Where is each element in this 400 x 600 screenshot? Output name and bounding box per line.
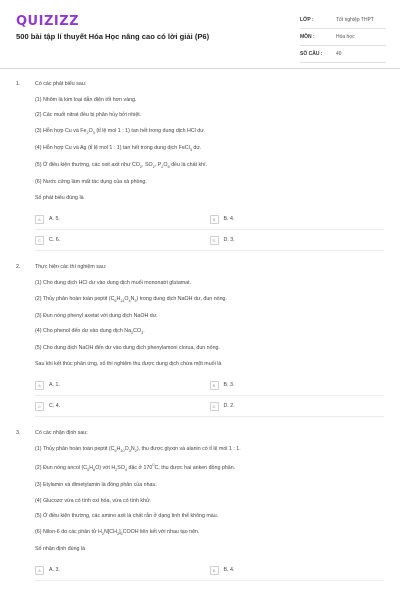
question-row (16, 81, 384, 201)
question-statement: (4) Cho phenol đến dư vào dung dịch $Na_2CO_3$. (35, 328, 145, 336)
answer-options (35, 560, 384, 581)
meta-value: Hóa học (336, 34, 355, 40)
meta-label: LỚP : (300, 17, 314, 23)
question-statement: Sau khi kết thúc phản ứng, số thí nghiệm thu được dung dịch chứa một muối là (35, 361, 222, 368)
question-spacer (16, 251, 384, 260)
meta-table (300, 12, 386, 63)
option-checkbox[interactable]: A (35, 381, 44, 390)
meta-value: 40 (336, 51, 342, 57)
question-1 (16, 81, 384, 251)
answer-option-d[interactable] (210, 402, 385, 411)
option-text: C. 4. (49, 403, 61, 410)
answer-option-a[interactable] (35, 381, 210, 390)
answer-option-b[interactable] (210, 381, 385, 390)
question-statement: Có các phát biểu sau: (35, 81, 87, 87)
option-text: A. 3. (49, 567, 60, 574)
option-text: D. 3. (223, 237, 235, 244)
worksheet-title: 500 bài tập lí thuyết Hóa Học nâng cao có lời giải (P6) (16, 32, 210, 41)
question-list (0, 69, 400, 581)
question-statement: (4) Glucozơ vừa có tính oxi hóa, vừa có tính khử. (35, 497, 151, 504)
option-checkbox[interactable]: B (210, 381, 219, 390)
question-statement: (5) Ở điều kiện thường, các amino axit là chất rắn ở dạng tinh thể không màu. (35, 513, 219, 520)
option-text: C. 6. (49, 237, 61, 244)
answer-options (35, 375, 384, 417)
answer-option-c[interactable] (35, 402, 210, 411)
question-statement: (1) Cho dung dịch HCl dư vào dung dịch muối mononatri glutamat. (35, 279, 192, 286)
question-statement: Số nhận định đúng là (35, 546, 86, 553)
option-text: A. 1. (49, 382, 60, 389)
option-text: D. 2. (223, 403, 235, 410)
option-row (35, 396, 384, 417)
question-statement: (6) Nilon-6 do các phân tử $H_2N[CH_2]_5COOH$ liên kết với nhau tạo nên. (35, 529, 200, 537)
question-3 (16, 430, 384, 581)
option-checkbox[interactable]: B (210, 215, 219, 224)
question-number: 1. (16, 81, 21, 87)
option-checkbox[interactable]: D (210, 402, 219, 411)
option-checkbox[interactable]: A (35, 566, 44, 575)
option-text: B. 4. (223, 567, 235, 574)
question-spacer (16, 417, 384, 426)
question-statement: (5) Ở điều kiện thường, các oxit axit như $CO_2$, $SO_2$, $P_2O_5$ đều là chất khí. (35, 162, 208, 170)
option-row (35, 230, 384, 251)
question-statement: (1) Thủy phân hoàn toàn peptit $(C_5H_{10}O_3N_2)$, thu được glyxin và alanin có tỉ lệ mol 1 : 1. (35, 446, 241, 454)
question-statement: (2) Đun nóng ancol $(C_5H_8O)$ với $H_2SO_4$ đặc ở $170^0C$, thu được hai anken đồng phân. (35, 463, 236, 473)
option-row (35, 209, 384, 230)
question-statement: (4) Hỗn hợp Cu và Ag (tỉ lệ mol 1 : 1) tan hết trong dung dịch FeCl$_3$ dư. (35, 145, 202, 153)
question-body (35, 430, 384, 552)
question-statement: Số phát biểu đúng là (35, 194, 84, 201)
question-row (16, 430, 384, 552)
question-statement: Thực hiện các thí nghiệm sau: (35, 264, 107, 271)
question-2 (16, 264, 384, 417)
question-statement: (3) Hỗn hợp Cu và $Fe_2O_3$ (tỉ lệ mol 1 : 1) tan hết trong dung dịch HCl dư. (35, 128, 206, 136)
answer-option-a[interactable] (35, 215, 210, 224)
option-checkbox[interactable]: C (35, 236, 44, 245)
meta-label: SỐ CÂU : (300, 51, 323, 57)
option-row (35, 560, 384, 581)
option-text: B. 4. (223, 216, 235, 223)
question-statement: (5) Cho dung dịch NaOH đến dư vào dung dịch phenylamoni clorua, đun nóng. (35, 345, 220, 352)
question-number: 2. (16, 264, 21, 271)
meta-row (300, 12, 386, 29)
option-text: A. 5. (49, 216, 60, 223)
answer-options (35, 209, 384, 251)
option-text: B. 3. (223, 382, 235, 389)
question-body (35, 264, 384, 367)
option-checkbox[interactable]: D (210, 236, 219, 245)
question-statement: (3) Đun nóng phenyl axetat với dung dịch NaOH dư. (35, 312, 158, 319)
answer-option-c[interactable] (35, 236, 210, 245)
question-number: 3. (16, 430, 21, 437)
meta-row (300, 29, 386, 46)
question-statement: (2) Thủy phân hoàn toàn peptit $(C_6H_{11}O_4N_3)$ trong dung dịch NaOH dư, đun nóng. (35, 295, 227, 303)
option-checkbox[interactable]: A (35, 215, 44, 224)
meta-label: MÔN : (300, 34, 315, 40)
answer-option-a[interactable] (35, 566, 210, 575)
option-checkbox[interactable]: C (35, 402, 44, 411)
option-row (35, 375, 384, 396)
question-statement: (6) Nước cứng làm mất tác dụng của xà phòng. (35, 179, 147, 186)
option-checkbox[interactable]: B (210, 566, 219, 575)
question-statement: Có các nhận định sau: (35, 430, 88, 437)
meta-row (300, 46, 386, 63)
question-statement: (1) Nhôm là kim loại dẫn điện tốt hơn vàng. (35, 96, 137, 103)
meta-value: Tốt nghiệp THPT (336, 17, 374, 23)
answer-option-b[interactable] (210, 215, 385, 224)
question-row (16, 264, 384, 367)
question-statement: (3) Etylamin và đimetylamin là đồng phân của nhau. (35, 481, 157, 488)
quizizz-logo: QUIZIZZ (16, 14, 80, 29)
question-statement: (2) Các muối nitrat đều bị phân hủy bởi nhiệt. (35, 112, 142, 119)
answer-option-b[interactable] (210, 566, 385, 575)
worksheet-header (0, 0, 400, 69)
question-body (35, 81, 384, 201)
answer-option-d[interactable] (210, 236, 385, 245)
